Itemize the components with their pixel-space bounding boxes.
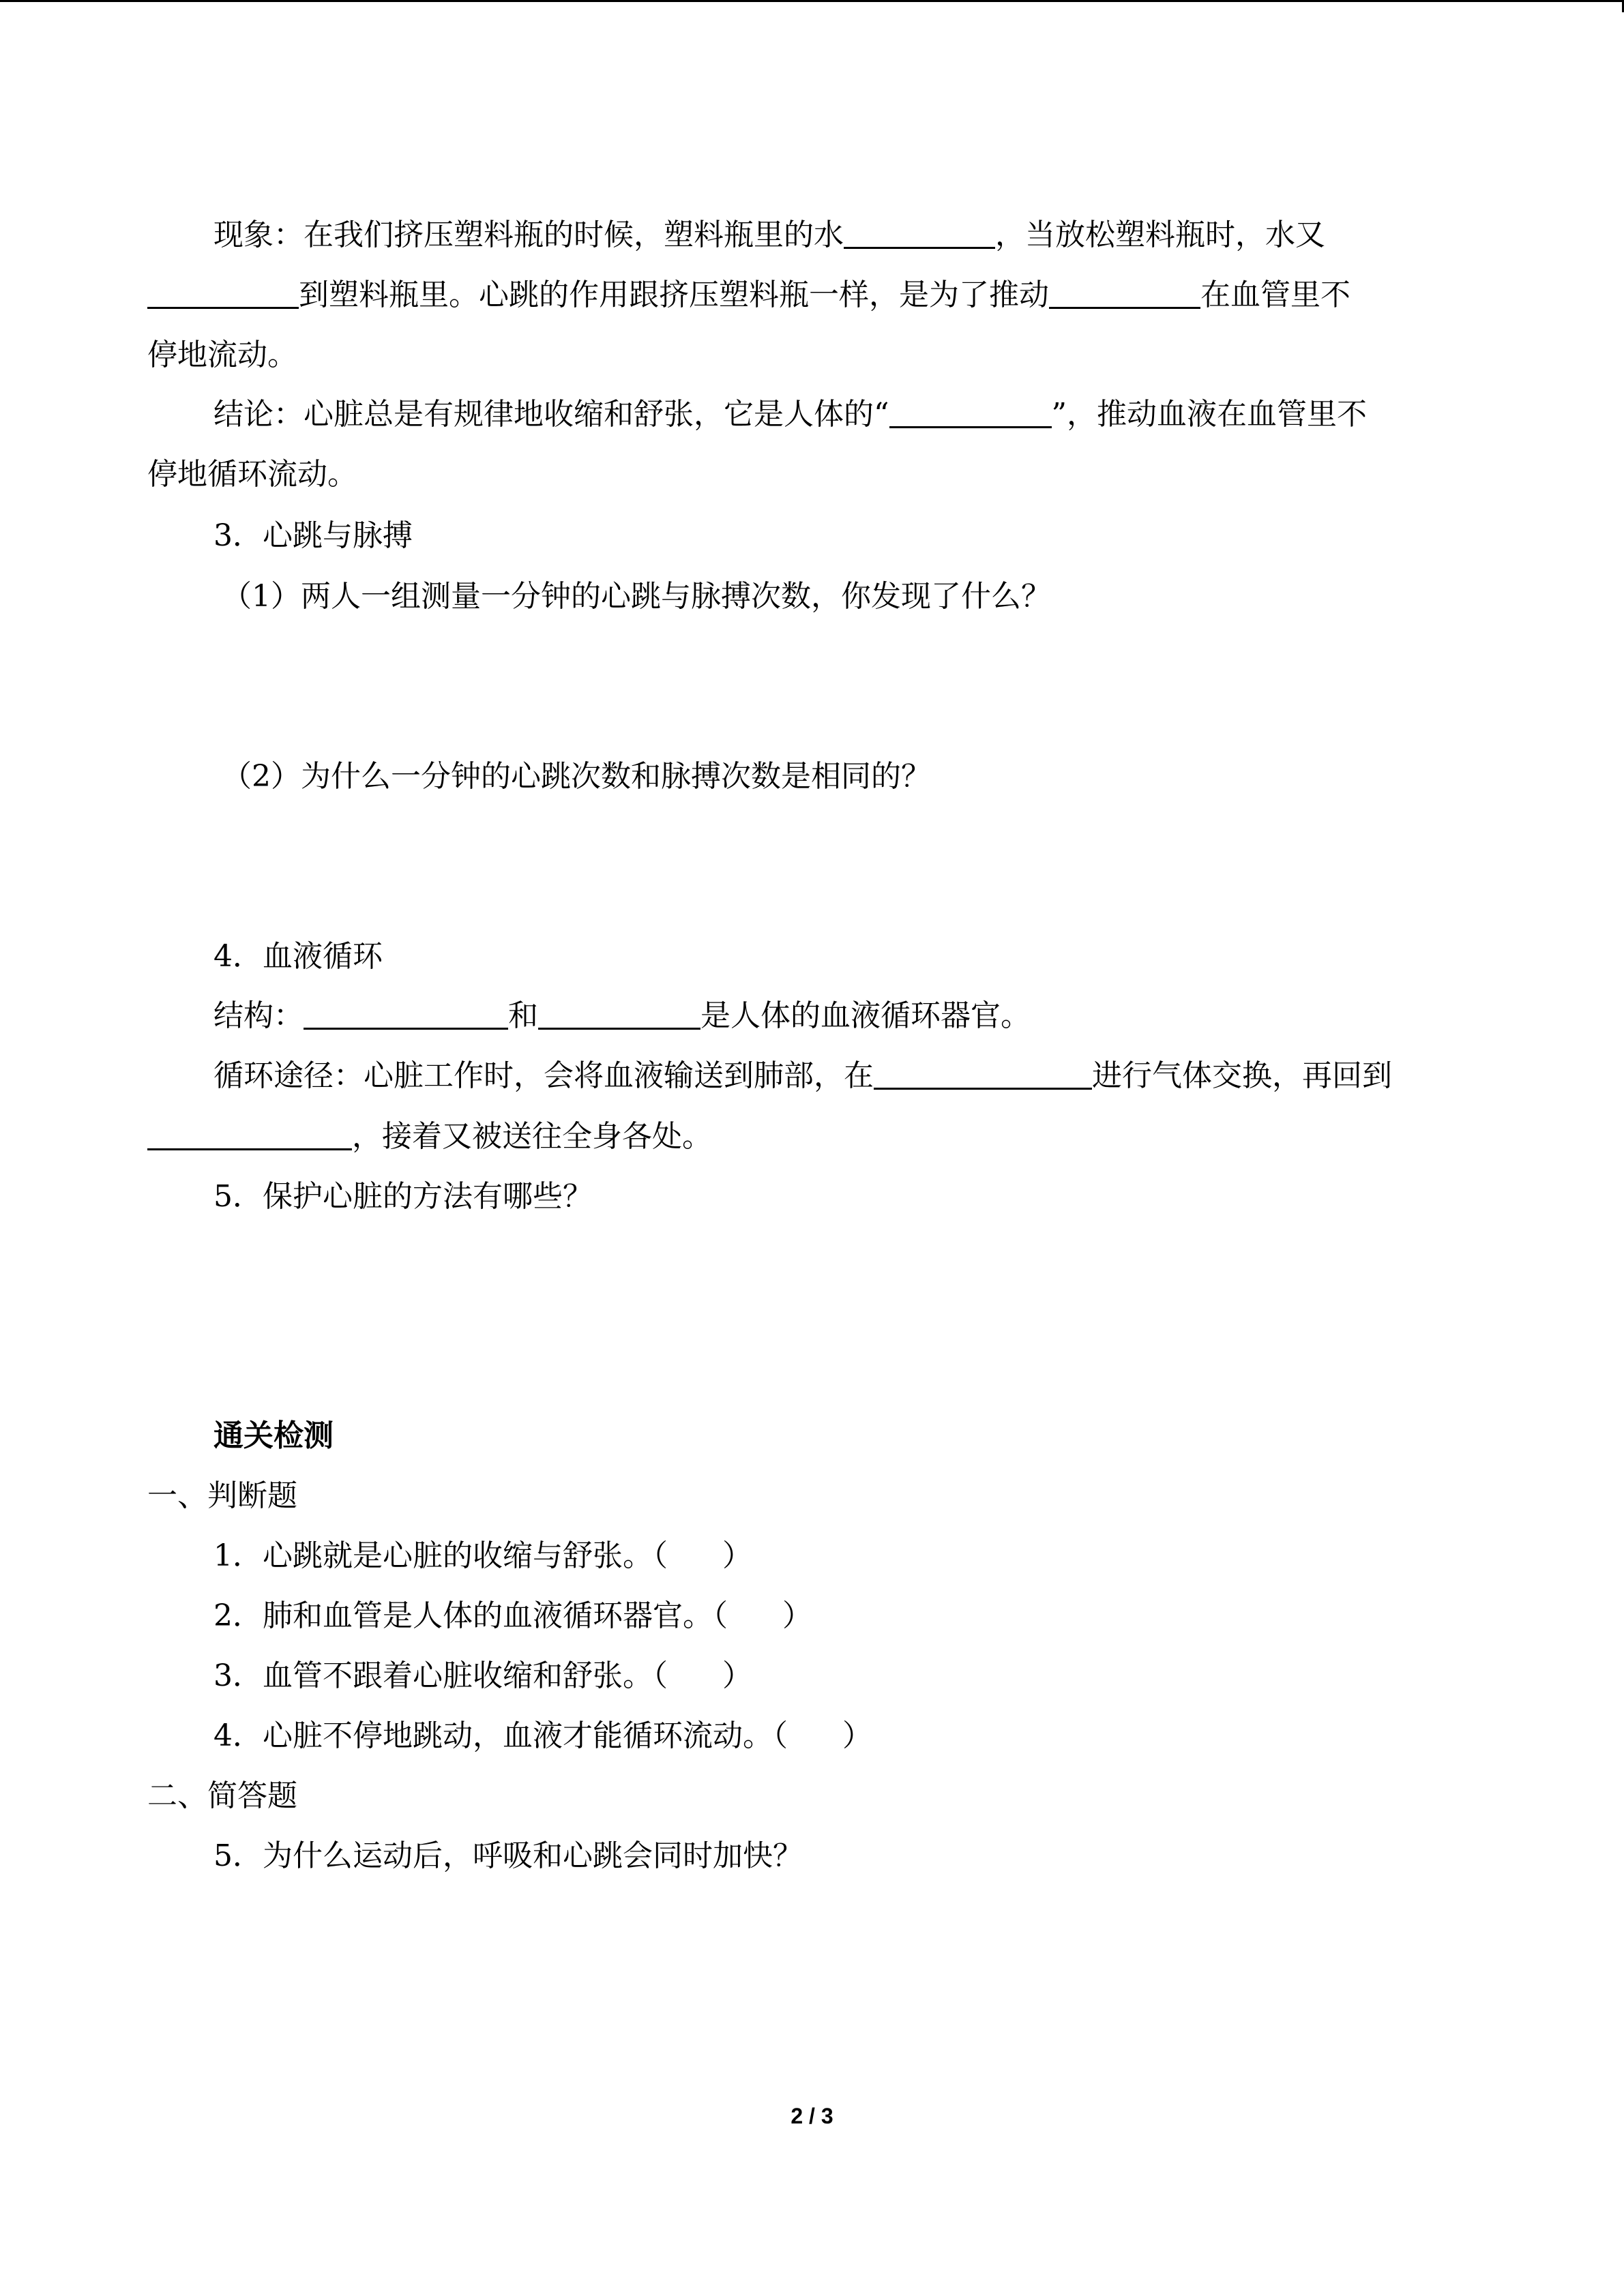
path-line-2: ，接着又被送往全身各处。: [147, 1116, 712, 1157]
conclusion-line-2: 停地循环流动。: [147, 457, 357, 492]
judge-item-1: 1．心跳就是心脏的收缩与舒张。（ ）: [213, 1538, 752, 1573]
test-title: 通关检测: [213, 1418, 334, 1453]
blank-organ-1[interactable]: [304, 998, 508, 1030]
question-3-1: （1）两人一组测量一分钟的心跳与脉搏次数，你发现了什么？: [222, 579, 1051, 614]
part-2-heading: 二、简答题: [147, 1778, 297, 1813]
blank-gas-exchange-place[interactable]: [874, 1058, 1092, 1090]
path-line-1: 循环途径：心脏工作时，会将血液输送到肺部，在 进行气体交换，再回到: [213, 1058, 1392, 1093]
top-border: [0, 0, 1624, 2]
phenomenon-line-3: 停地流动。: [147, 338, 297, 372]
structure-line: 结构： 和 是人体的血液循环器官。: [213, 998, 1031, 1033]
blank-water-action[interactable]: [844, 217, 995, 249]
question-3-2: （2）为什么一分钟的心跳次数和脉搏次数是相同的？: [222, 759, 931, 794]
section-4-heading: 4．血液循环: [213, 939, 383, 974]
blank-water-return[interactable]: [147, 277, 299, 309]
blank-heart-role[interactable]: [889, 396, 1052, 428]
blank-push-what[interactable]: [1049, 277, 1200, 309]
phenomenon-line-1: 现象：在我们挤压塑料瓶的时候，塑料瓶里的水 ，当放松塑料瓶时，水又: [213, 218, 1325, 252]
blank-organ-2[interactable]: [538, 998, 700, 1030]
judge-item-3: 3．血管不跟着心脏收缩和舒张。（ ）: [213, 1658, 752, 1693]
page-number: 2 / 3: [791, 2104, 833, 2128]
blank-return-to[interactable]: [147, 1118, 352, 1150]
short-answer-question-5: 5．为什么运动后，呼吸和心跳会同时加快？: [213, 1838, 803, 1873]
section-5-heading: 5．保护心脏的方法有哪些？: [213, 1179, 593, 1214]
phenomenon-line-2: 到塑料瓶里。心跳的作用跟挤压塑料瓶一样，是为了推动 在血管里不: [147, 275, 1350, 316]
section-3-heading: 3．心跳与脉搏: [213, 518, 413, 553]
judge-item-4: 4．心脏不停地跳动，血液才能循环流动。（ ）: [213, 1718, 872, 1753]
conclusion-line-1: 结论：心脏总是有规律地收缩和舒张，它是人体的“ ”，推动血液在血管里不: [213, 397, 1367, 432]
judge-item-2: 2．肺和血管是人体的血液循环器官。（ ）: [213, 1598, 812, 1633]
part-1-heading: 一、判断题: [147, 1478, 297, 1513]
